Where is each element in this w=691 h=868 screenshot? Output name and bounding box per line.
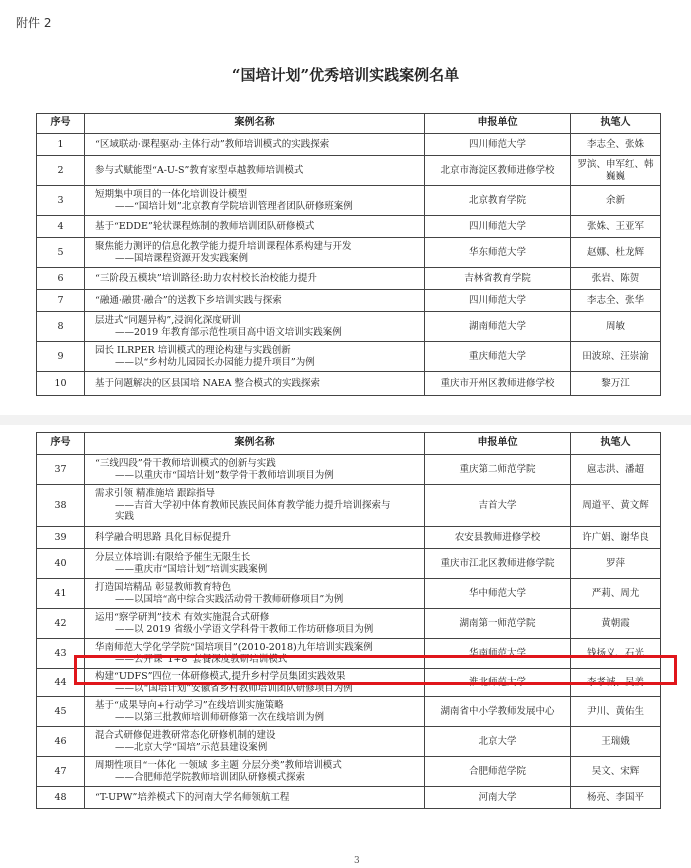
row-number: 39 <box>37 527 85 549</box>
row-number: 38 <box>37 485 85 527</box>
author: 余新 <box>571 186 661 216</box>
table-row <box>37 455 661 485</box>
applicant-unit: 重庆市开州区教师进修学校 <box>425 372 571 396</box>
author: 张姝、王亚军 <box>571 216 661 238</box>
row-number: 48 <box>37 787 85 809</box>
case-name <box>85 455 425 485</box>
author: 李孝诚、吴姜 <box>571 669 661 697</box>
case-name-line: 园长 ILRPER 培训模式的理论构建与实践创新 <box>95 344 291 356</box>
applicant-unit: 华中师范大学 <box>425 579 571 609</box>
col-header-no: 序号 <box>37 114 85 134</box>
case-name <box>85 268 425 290</box>
case-name-line: 基于“EDDE”轮状课程炼制的教师培训团队研修模式 <box>95 220 315 232</box>
applicant-unit: 吉首大学 <box>425 485 571 527</box>
table-row <box>37 134 661 156</box>
applicant-unit: 四川师范大学 <box>425 134 571 156</box>
case-name-line: ——吉首大学初中体育教师民族民间体育教学能力提升培训探索与 <box>115 499 391 511</box>
case-name-line: ——重庆市“国培计划”培训实践案例 <box>115 563 268 575</box>
case-name-line: 需求引领 精准施培 跟踪指导 <box>95 487 216 499</box>
author: 吴文、宋辉 <box>571 757 661 787</box>
author: 周敏 <box>571 312 661 342</box>
row-number: 44 <box>37 669 85 697</box>
case-name-line: 构建“UDFS”四位一体研修模式,提升乡村学员集团实践效果 <box>95 670 346 682</box>
row-number: 41 <box>37 579 85 609</box>
case-name-line: 基于“成果导向+行动学习”在线培训实施策略 <box>95 699 284 711</box>
author: 扈志洪、潘超 <box>571 455 661 485</box>
case-name-line: 华南师范大学化学学院“国培项目”(2010-2018)九年培训实践案例 <box>95 641 373 653</box>
case-name-line: 聚焦能力测评的信息化教学能力提升培训课程体系构建与开发 <box>95 240 352 252</box>
case-name <box>85 134 425 156</box>
applicant-unit: 四川师范大学 <box>425 216 571 238</box>
applicant-unit: 合肥师范学院 <box>425 757 571 787</box>
table-row <box>37 697 661 727</box>
case-name-line: 分层立体培训:有限给予催生无限生长 <box>95 551 251 563</box>
case-name-line: ——“国培计划”北京教育学院培训管理者团队研修班案例 <box>115 200 353 212</box>
table-row <box>37 485 661 527</box>
page-number: 3 <box>354 856 360 866</box>
col-header-case-name: 案例名称 <box>85 433 425 455</box>
row-number: 2 <box>37 156 85 186</box>
case-name-line: 科学融合明思路 具化目标促提升 <box>95 531 232 543</box>
document-title: “国培计划”优秀培训实践案例名单 <box>231 66 460 84</box>
case-name <box>85 156 425 186</box>
author: 王瑞娥 <box>571 727 661 757</box>
applicant-unit: 淮北师范大学 <box>425 669 571 697</box>
table-row <box>37 757 661 787</box>
case-name-line: “区域联动·课程驱动·主体行动”教师培训模式的实践探索 <box>95 138 330 150</box>
applicant-unit: 湖南第一师范学院 <box>425 609 571 639</box>
table-row <box>37 312 661 342</box>
applicant-unit: 农安县教师进修学校 <box>425 527 571 549</box>
author: 杨亮、李国平 <box>571 787 661 809</box>
case-name-line: ——国培课程资源开发实践案例 <box>115 252 249 264</box>
row-number: 7 <box>37 290 85 312</box>
row-number: 3 <box>37 186 85 216</box>
author: 李志全、张姝 <box>571 134 661 156</box>
attachment-label: 附件 2 <box>16 16 52 30</box>
author: 周道平、黄文辉 <box>571 485 661 527</box>
case-name-line: ——以“乡村幼儿园园长办园能力提升项目”为例 <box>115 356 315 368</box>
case-name-line: ——2019 年教育部示范性项目高中语文培训实践案例 <box>115 326 342 338</box>
applicant-unit: 华南师范大学 <box>425 639 571 669</box>
author: 张岩、陈贺 <box>571 268 661 290</box>
applicant-unit: 重庆市江北区教师进修学院 <box>425 549 571 579</box>
row-number: 45 <box>37 697 85 727</box>
table-header-row <box>37 433 661 455</box>
row-number: 10 <box>37 372 85 396</box>
author: 李志全、张华 <box>571 290 661 312</box>
case-name-line: 周期性项目“一体化 一领域 多主题 分层分类”教师培训模式 <box>95 759 342 771</box>
applicant-unit: 吉林省教育学院 <box>425 268 571 290</box>
case-name-line: ——以重庆市“国培计划”数学骨干教师培训项目为例 <box>115 469 334 481</box>
row-number: 6 <box>37 268 85 290</box>
col-header-no: 序号 <box>37 433 85 455</box>
case-name-line: ——以国培“高中综合实践活动骨干教师研修项目”为例 <box>115 593 344 605</box>
applicant-unit: 湖南省中小学教师发展中心 <box>425 697 571 727</box>
case-name-line: ——北京大学“国培”示范县建设案例 <box>115 741 268 753</box>
row-number: 42 <box>37 609 85 639</box>
case-name <box>85 216 425 238</box>
table-row <box>37 727 661 757</box>
col-header-case-name: 案例名称 <box>85 114 425 134</box>
author: 赵娜、杜龙辉 <box>571 238 661 268</box>
case-name-line: ——以“国培计划”安徽省乡村教师培训团队研修项目为例 <box>115 682 353 694</box>
table-row <box>37 290 661 312</box>
table-row <box>37 186 661 216</box>
table-row <box>37 527 661 549</box>
case-name-line: 运用“察学研判”技术 有效实施混合式研修 <box>95 611 270 623</box>
row-number: 8 <box>37 312 85 342</box>
author: 严莉、周尤 <box>571 579 661 609</box>
case-name <box>85 312 425 342</box>
col-header-author: 执笔人 <box>571 114 661 134</box>
col-header-unit: 申报单位 <box>425 114 571 134</box>
case-name <box>85 238 425 268</box>
case-list-table-1 <box>36 113 661 396</box>
case-name-line: “三阶段五模块”培训路径:助力农村校长治校能力提升 <box>95 272 317 284</box>
case-name-line: “融通·融贯·融合”的送教下乡培训实践与探索 <box>95 294 282 306</box>
author: 钱扬义、石光 <box>571 639 661 669</box>
applicant-unit: 重庆第二师范学院 <box>425 455 571 485</box>
case-name-line: “T-UPW”培养模式下的河南大学名师领航工程 <box>95 791 290 803</box>
author: 黎万江 <box>571 372 661 396</box>
table-row <box>37 156 661 186</box>
case-name <box>85 290 425 312</box>
row-number: 47 <box>37 757 85 787</box>
col-header-author: 执笔人 <box>571 433 661 455</box>
table-row <box>37 609 661 639</box>
case-name <box>85 342 425 372</box>
applicant-unit: 重庆师范大学 <box>425 342 571 372</box>
table-row <box>37 216 661 238</box>
applicant-unit: 北京大学 <box>425 727 571 757</box>
col-header-unit: 申报单位 <box>425 433 571 455</box>
case-list-table-2 <box>36 432 661 809</box>
author: 黄朝霞 <box>571 609 661 639</box>
table-row <box>37 579 661 609</box>
case-name <box>85 787 425 809</box>
table-row <box>37 342 661 372</box>
case-name-line: “三线四段”骨干教师培训模式的创新与实践 <box>95 457 276 469</box>
table-header-row <box>37 114 661 134</box>
case-name-line: ——以第三批教师培训师研修第一次在线培训为例 <box>115 711 325 723</box>
case-name-line: 实践 <box>115 511 135 523</box>
case-name-line: 基于问题解决的区县国培 NAEA 整合模式的实践探索 <box>95 377 321 389</box>
case-name-line: ——合肥师范学院教师培训团队研修模式探索 <box>115 771 306 783</box>
author: 田波琼、汪崇渝 <box>571 342 661 372</box>
case-name <box>85 579 425 609</box>
case-name-line: 混合式研修促进教研常态化研修机制的建设 <box>95 729 276 741</box>
author: 罗滨、申军红、韩巍巍 <box>571 156 661 186</box>
table-row <box>37 787 661 809</box>
row-number: 40 <box>37 549 85 579</box>
case-name-line: 层进式“同题异构”,浸润化深度研训 <box>95 314 241 326</box>
case-name <box>85 372 425 396</box>
table-row <box>37 268 661 290</box>
applicant-unit: 北京教育学院 <box>425 186 571 216</box>
applicant-unit: 北京市海淀区教师进修学校 <box>425 156 571 186</box>
row-number: 37 <box>37 455 85 485</box>
case-name-line: 打造国培精品 彰显教师教育特色 <box>95 581 232 593</box>
case-name <box>85 727 425 757</box>
row-number: 4 <box>37 216 85 238</box>
case-name <box>85 186 425 216</box>
table-row <box>37 549 661 579</box>
case-name <box>85 549 425 579</box>
applicant-unit: 华东师范大学 <box>425 238 571 268</box>
case-name <box>85 697 425 727</box>
table-row <box>37 238 661 268</box>
row-number: 46 <box>37 727 85 757</box>
row-number: 9 <box>37 342 85 372</box>
row-number: 1 <box>37 134 85 156</box>
case-name <box>85 757 425 787</box>
case-name-line: ——以 2019 省级小学语文学科骨干教师工作坊研修项目为例 <box>115 623 374 635</box>
applicant-unit: 河南大学 <box>425 787 571 809</box>
case-name <box>85 527 425 549</box>
case-name-line: 参与式赋能型“A-U-S”教育家型卓越教师培训模式 <box>95 164 304 176</box>
page-separator <box>0 415 691 425</box>
case-name-line: 短期集中项目的一体化培训设计模型 <box>95 188 248 200</box>
author: 许广娟、谢华良 <box>571 527 661 549</box>
author: 罗萍 <box>571 549 661 579</box>
table-row <box>37 372 661 396</box>
row-number: 5 <box>37 238 85 268</box>
author: 尹川、黄佑生 <box>571 697 661 727</box>
applicant-unit: 四川师范大学 <box>425 290 571 312</box>
applicant-unit: 湖南师范大学 <box>425 312 571 342</box>
case-name <box>85 609 425 639</box>
case-name-line: ——公开课“1+8”套餐深度教研培训模式 <box>115 653 288 665</box>
case-name <box>85 485 425 527</box>
highlight-box <box>74 655 677 685</box>
row-number: 43 <box>37 639 85 669</box>
